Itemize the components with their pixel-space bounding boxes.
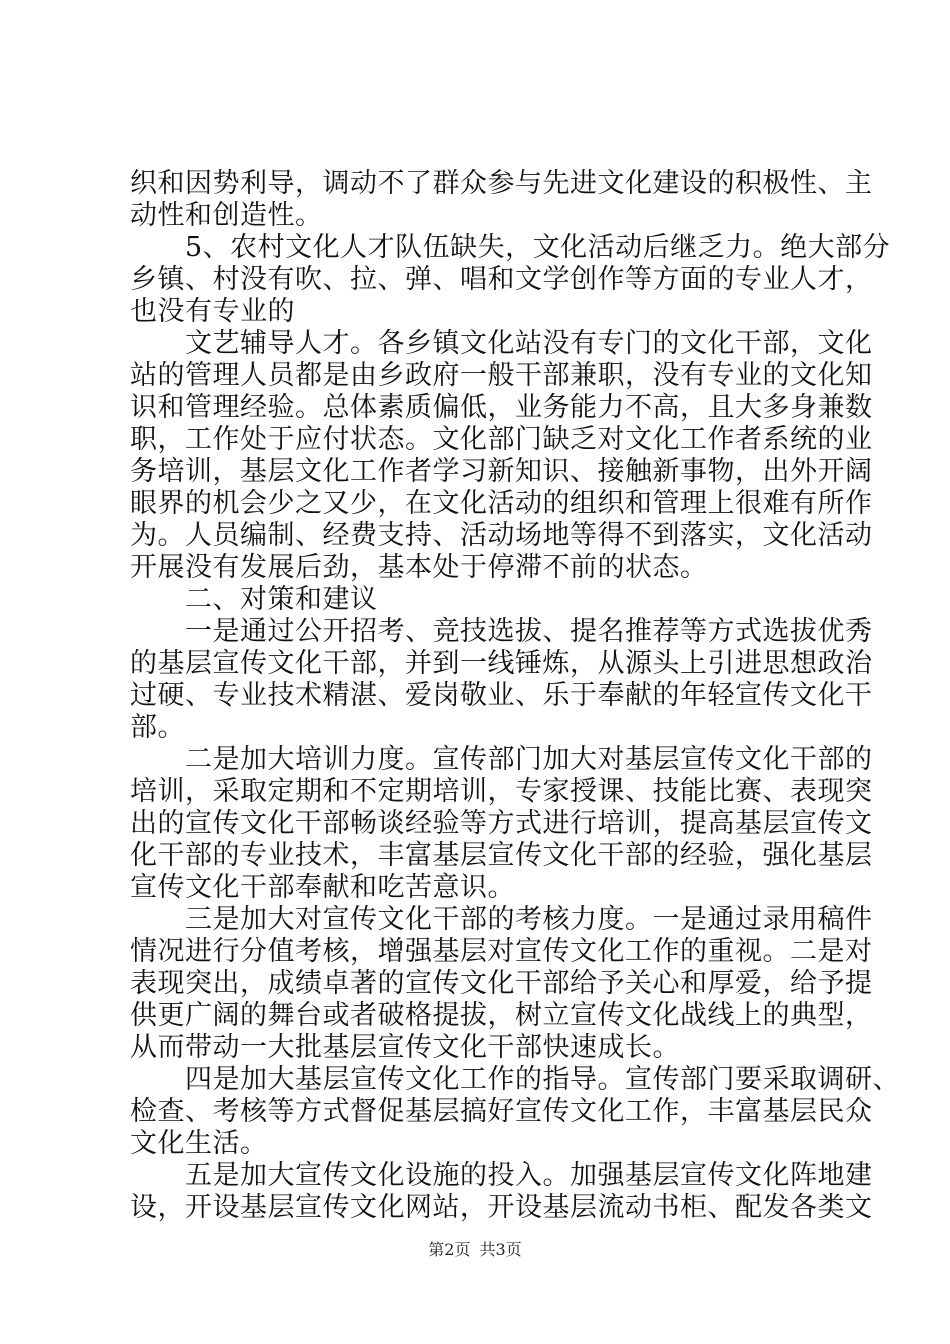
section-heading: 二、对策和建议 <box>130 584 378 615</box>
document-body <box>130 168 900 1224</box>
text-line: 文化生活。 <box>130 1128 268 1159</box>
text-line: 5、农村文化人才队伍缺失，文化活动后继乏力。绝大部分 <box>130 232 891 263</box>
text-line: 织和因势利导，调动不了群众参与先进文化建设的积极性、主 <box>130 168 873 199</box>
text-line: 识和管理经验。总体素质偏低，业务能力不高，且大多身兼数 <box>130 392 873 423</box>
text-line: 培训，采取定期和不定期培训，专家授课、技能比赛、表现突 <box>130 776 873 807</box>
text-line: 三是加大对宣传文化干部的考核力度。一是通过录用稿件 <box>130 904 873 935</box>
text-line: 表现突出，成绩卓著的宣传文化干部给予关心和厚爱，给予提 <box>130 968 873 999</box>
text-line: 眼界的机会少之又少，在文化活动的组织和管理上很难有所作 <box>130 488 873 519</box>
text-line: 四是加大基层宣传文化工作的指导。宣传部门要采取调研、 <box>130 1064 900 1095</box>
text-line: 宣传文化干部奉献和吃苦意识。 <box>130 872 515 903</box>
text-line: 文艺辅导人才。各乡镇文化站没有专门的文化干部，文化 <box>130 328 873 359</box>
text-line: 从而带动一大批基层宣传文化干部快速成长。 <box>130 1032 680 1063</box>
text-line: 动性和创造性。 <box>130 200 323 231</box>
text-line: 五是加大宣传文化设施的投入。加强基层宣传文化阵地建 <box>130 1160 873 1191</box>
text-line: 务培训，基层文化工作者学习新知识、接触新事物，出外开阔 <box>130 456 873 487</box>
text-line: 开展没有发展后劲，基本处于停滞不前的状态。 <box>130 552 708 583</box>
page-number: 第2页 <box>428 1240 471 1259</box>
text-line: 二是加大培训力度。宣传部门加大对基层宣传文化干部的 <box>130 744 873 775</box>
text-line: 职，工作处于应付状态。文化部门缺乏对文化工作者系统的业 <box>130 424 873 455</box>
text-line: 也没有专业的 <box>130 296 295 327</box>
text-line: 检查、考核等方式督促基层搞好宣传文化工作，丰富基层民众 <box>130 1096 873 1127</box>
text-line: 情况进行分值考核，增强基层对宣传文化工作的重视。二是对 <box>130 936 873 967</box>
text-line: 出的宣传文化干部畅谈经验等方式进行培训，提高基层宣传文 <box>130 808 873 839</box>
text-line: 供更广阔的舞台或者破格提拔，树立宣传文化战线上的典型， <box>130 1000 873 1031</box>
text-line: 的基层宣传文化干部，并到一线锤炼，从源头上引进思想政治 <box>130 648 873 679</box>
text-line: 站的管理人员都是由乡政府一般干部兼职，没有专业的文化知 <box>130 360 873 391</box>
text-line: 化干部的专业技术，丰富基层宣传文化干部的经验，强化基层 <box>130 840 873 871</box>
text-line: 设，开设基层宣传文化网站，开设基层流动书柜、配发各类文 <box>130 1192 873 1223</box>
text-line: 部。 <box>130 712 185 743</box>
text-line: 为。人员编制、经费支持、活动场地等得不到落实，文化活动 <box>130 520 873 551</box>
text-line: 过硬、专业技术精湛、爱岗敬业、乐于奉献的年轻宣传文化干 <box>130 680 873 711</box>
text-line: 一是通过公开招考、竞技选拔、提名推荐等方式选拔优秀 <box>130 616 873 647</box>
page-footer <box>0 1237 950 1260</box>
page-total: 共3页 <box>479 1240 522 1259</box>
text-line: 乡镇、村没有吹、拉、弹、唱和文学创作等方面的专业人才， <box>130 264 873 295</box>
